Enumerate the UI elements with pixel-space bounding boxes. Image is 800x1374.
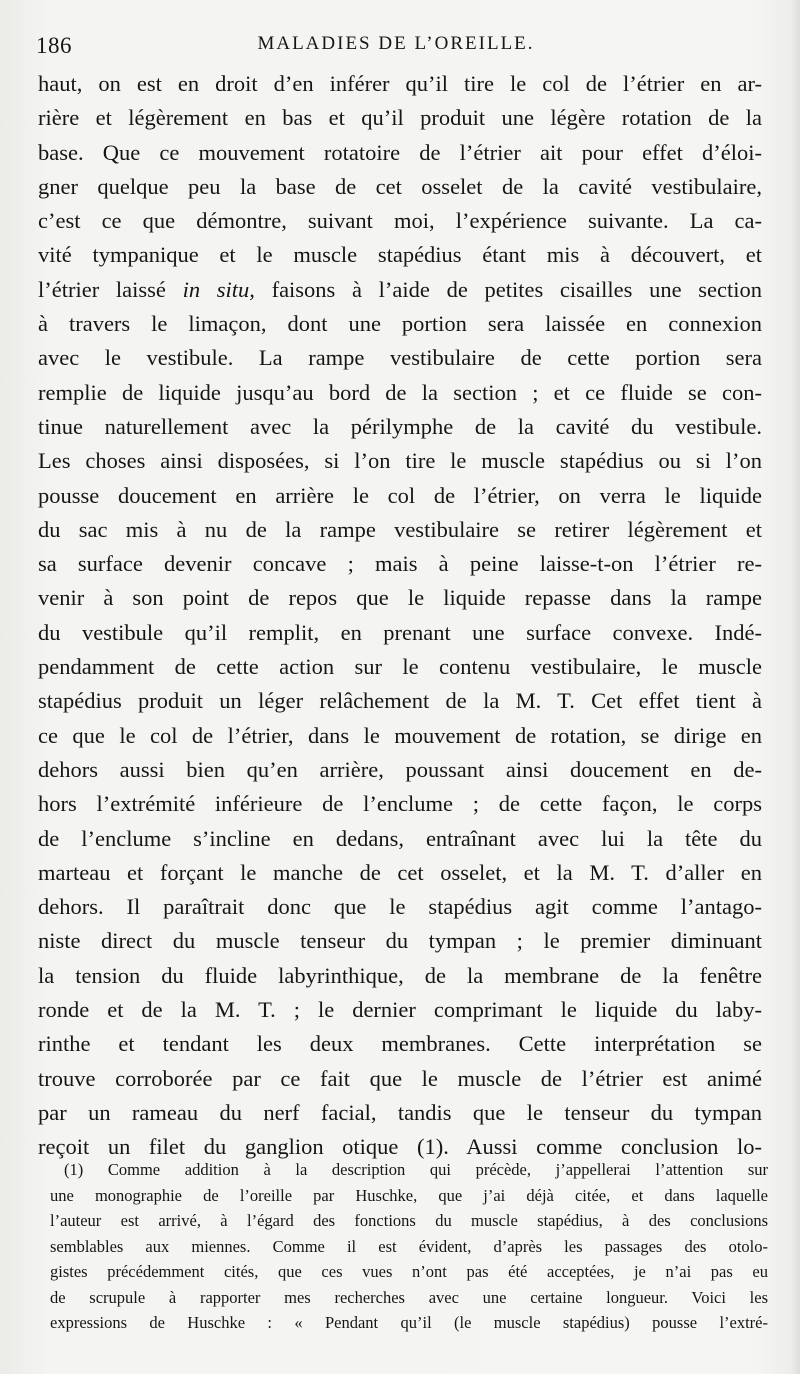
text-line: gner quelque peu la base de cet osselet de la cavité vestibulaire, [38,173,762,199]
page-number: 186 [36,33,72,58]
footnote-line: l’auteur est arrivé, à l’égard des fonctions du muscle stapédius, à des conclusions [50,1211,768,1230]
text-line: dehors. Il paraîtrait donc que le stapédius agit comme l’antago- [38,894,762,920]
text-line: vité tympanique et le muscle stapédius étant mis à découvert, et [38,242,762,268]
text-fragment: faisons à l’aide de petites cisailles une section [254,276,762,302]
text-line: trouve corroborée par ce fait que le muscle de l’étrier est animé [38,1065,762,1091]
text-line: sa surface devenir concave ; mais à peine laisse-t-on l’étrier re- [38,551,762,577]
page-header [36,33,756,63]
text-line: rière et légèrement en bas et qu’il produit une légère rotation de la [38,105,762,131]
text-line: ce que le col de l’étrier, dans le mouvement de rotation, se dirige en [38,722,762,748]
footnote-line: une monographie de l’oreille par Huschke, que j’ai déjà citée, et dans laquelle [50,1185,768,1205]
italic-phrase: in situ, [182,276,255,302]
footnote [50,1157,768,1336]
text-line: remplie de liquide jusqu’au bord de la section ; et ce fluide se con- [38,379,762,405]
text-line: Les choses ainsi disposées, si l’on tire le muscle stapédius ou si l’on [38,448,762,474]
text-fragment: l’étrier laissé [38,276,183,302]
text-line: du sac mis à nu de la rampe vestibulaire se retirer légèrement et [38,516,762,542]
text-line: haut, on est en droit d’en inférer qu’il tire le col de l’étrier en ar- [38,71,762,96]
text-line: base. Que ce mouvement rotatoire de l’étrier ait pour effet d’éloi- [38,139,762,165]
text-line: reçoit un filet du ganglion otique (1). Aussi comme conclusion lo- [38,1134,762,1160]
text-line: stapédius produit un léger relâchement de la M. T. Cet effet tient à [38,688,762,714]
main-text [38,67,762,1165]
text-line: la tension du fluide labyrinthique, de la membrane de la fenêtre [38,962,762,988]
text-line: ronde et de la M. T. ; le dernier comprimant le liquide du laby- [38,997,762,1023]
text-line: du vestibule qu’il remplit, en prenant une surface convexe. Indé- [38,619,762,645]
text-line: avec le vestibule. La rampe vestibulaire de cette portion sera [38,345,762,371]
text-line: tinue naturellement avec la périlymphe de la cavité du vestibule. [38,413,762,439]
text-line: hors l’extrémité inférieure de l’enclume ; de cette façon, le corps [38,791,762,817]
text-line: de l’enclume s’incline en dedans, entraînant avec lui la tête du [38,825,762,851]
running-title: MALADIES DE L’OREILLE. [257,33,535,54]
text-line: venir à son point de repos que le liquide repasse dans la rampe [38,585,762,611]
text-line: rinthe et tendant les deux membranes. Cette interprétation se [38,1031,762,1057]
text-line-with-italic [38,273,762,307]
text-line: pendamment de cette action sur le contenu vestibulaire, le muscle [38,654,762,680]
text-line: par un rameau du nerf facial, tandis que le tenseur du tympan [38,1099,762,1125]
text-line: marteau et forçant le manche de cet osselet, et la M. T. d’aller en [38,859,762,885]
page-edge-shadow [790,0,800,1374]
footnote-line: (1) Comme addition à la description qui précède, j’appellerai l’attention sur [64,1160,768,1179]
footnote-line: expressions de Huschke : « Pendant qu’il (le muscle stapédius) pousse l’extré- [50,1313,768,1332]
footnote-line: semblables aux miennes. Comme il est évident, d’après les passages des otolo- [50,1236,768,1256]
footnote-line: de scrupule à rapporter mes recherches avec une certaine longueur. Voici les [50,1287,768,1307]
text-line: c’est ce que démontre, suivant moi, l’expérience suivante. La ca- [38,208,762,234]
text-line: dehors aussi bien qu’en arrière, poussant ainsi doucement en de- [38,756,762,782]
text-line: à travers le limaçon, dont une portion sera laissée en connexion [38,311,762,337]
text-line: niste direct du muscle tenseur du tympan ; le premier diminuant [38,928,762,954]
text-line: pousse doucement en arrière le col de l’étrier, on verra le liquide [38,482,762,508]
footnote-line: gistes précédemment cités, que ces vues n’ont pas été acceptées, je n’ai pas eu [50,1262,768,1281]
